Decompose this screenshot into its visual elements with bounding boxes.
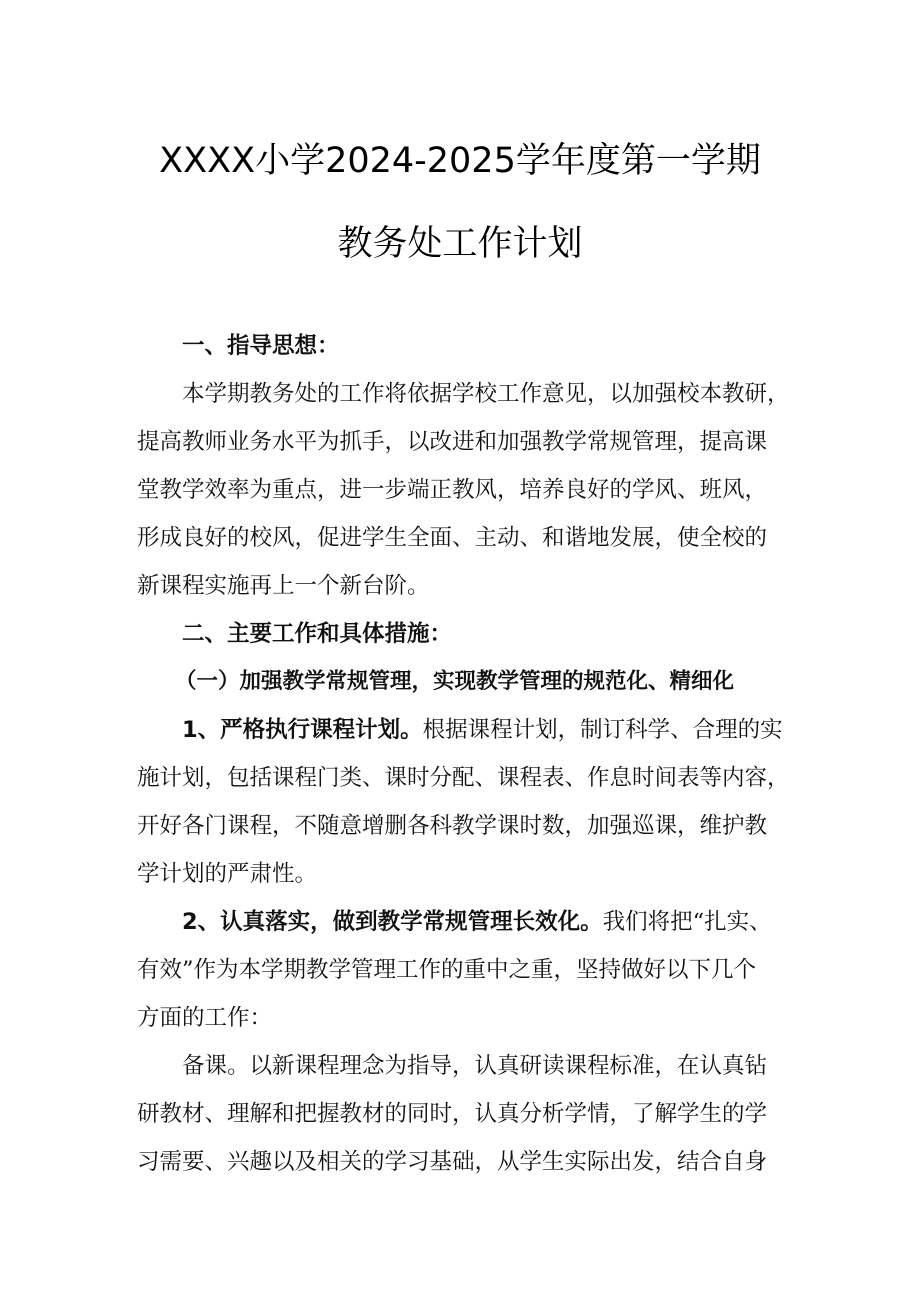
item-1-line: 开好各门课程，不随意增删各科教学课时数，加强巡课，维护教 [137, 813, 768, 839]
section-2-heading: 二、主要工作和具体措施： [182, 621, 453, 647]
item-2-first-line-text: 我们将把“扎实、 [602, 909, 772, 935]
subsection-1-heading: （一）加强教学常规管理，实现教学管理的规范化、精细化 [175, 669, 735, 694]
prep-first-line: 备课。以新课程理念为指导，认真研读课程标准，在认真钻 [182, 1053, 768, 1079]
item-1-bold-lead: 1、严格执行课程计划。 [182, 717, 423, 743]
section-1-line: 新课程实施再上一个新台阶。 [137, 573, 430, 599]
item-2-line: 有效”作为本学期教学管理工作的重中之重，坚持做好以下几个 [137, 957, 757, 983]
prep-line: 研教材、理解和把握教材的同时，认真分析学情，了解学生的学 [137, 1101, 768, 1127]
document-body [137, 322, 792, 1186]
section-1-line: 形成良好的校风，促进学生全面、主动、和谐地发展，使全校的 [137, 525, 768, 551]
item-2-first-line [137, 898, 792, 946]
document-title-line-1: XXXX小学2024-2025学年度第一学期 [159, 141, 761, 181]
document-title-line-2: 教务处工作计划 [337, 224, 583, 264]
section-1-line: 堂教学效率为重点，进一步端正教风，培养良好的学风、班风， [137, 477, 768, 503]
item-1-line: 施计划，包括课程门类、课时分配、课程表、作息时间表等内容， [137, 765, 790, 791]
section-1-line: 提高教师业务水平为抓手，以改进和加强教学常规管理，提高课 [137, 429, 768, 455]
item-1-line: 学计划的严肃性。 [137, 861, 318, 887]
item-2-line: 方面的工作： [137, 1005, 273, 1031]
prep-line: 习需要、兴趣以及相关的学习基础，从学生实际出发，结合自身 [137, 1149, 768, 1175]
item-2-bold-lead: 2、认真落实，做到教学常规管理长效化。 [182, 909, 603, 935]
section-1-line: 本学期教务处的工作将依据学校工作意见，以加强校本教研， [182, 381, 790, 407]
item-1-first-line [137, 706, 792, 754]
item-1-first-line-text: 根据课程计划，制订科学、合理的实 [422, 717, 783, 743]
section-1-heading: 一、指导思想： [182, 333, 340, 359]
